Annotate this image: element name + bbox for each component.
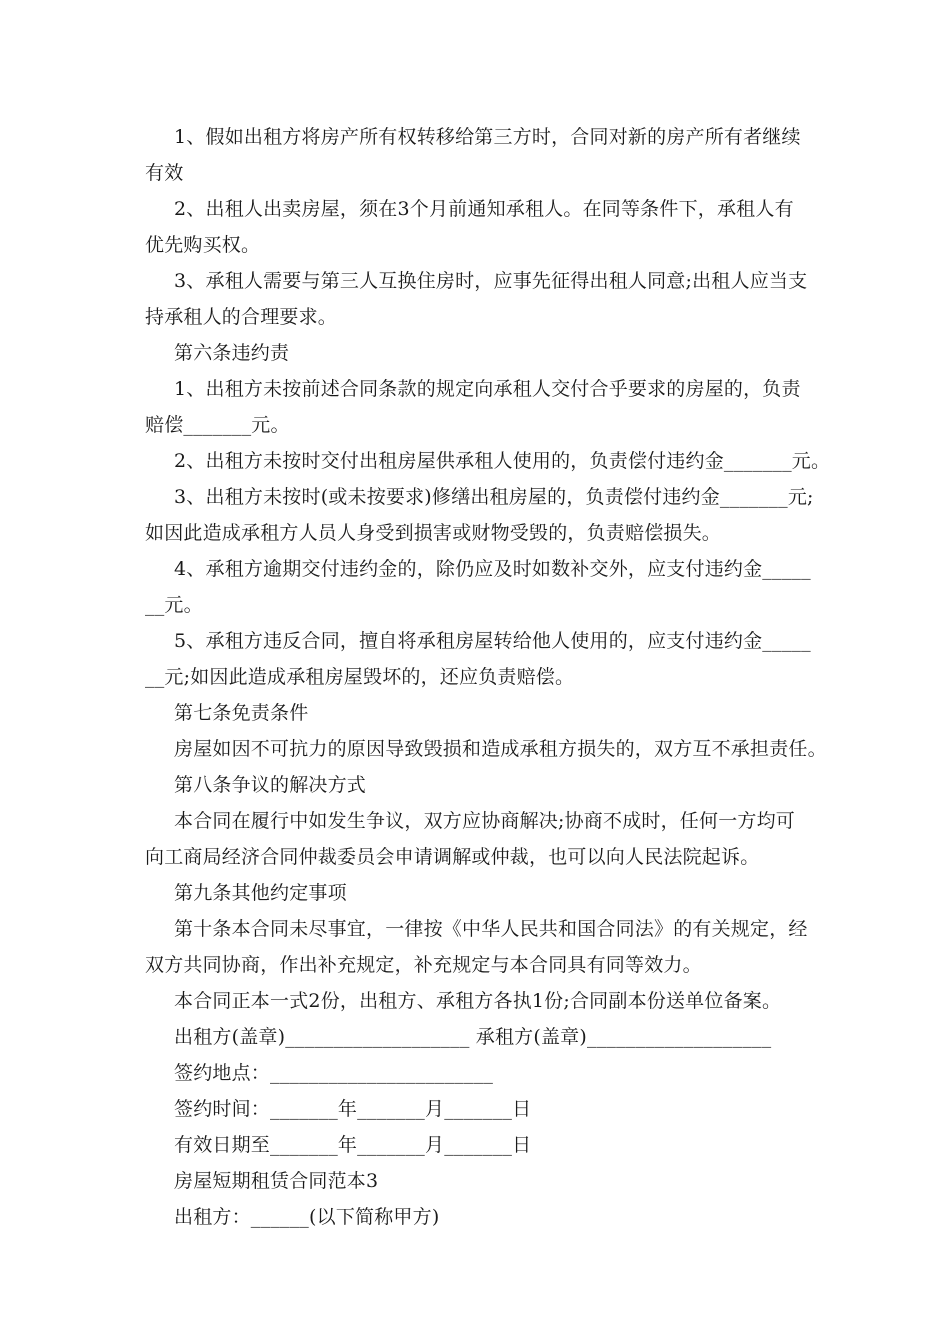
clause-6-item-5-line-1: 5、承租方违反合同，擅自将承租房屋转给他人使用的，应支付违约金_____ (174, 630, 811, 652)
copies-note: 本合同正本一式2份，出租方、承租方各执1份;合同副本份送单位备案。 (174, 990, 782, 1012)
valid-until: 有效日期至_______年_______月_______日 (174, 1134, 532, 1156)
clause-6-heading: 第六条违约责 (174, 342, 290, 364)
clause-7-heading: 第七条免责条件 (174, 702, 309, 724)
clause-6-item-2: 2、出租方未按时交付出租房屋供承租人使用的，负责偿付违约金_______元。 (174, 450, 831, 472)
clause-6-item-4-line-2: __元。 (145, 594, 203, 616)
clause-7-body: 房屋如因不可抗力的原因导致毁损和造成承租方损失的，双方互不承担责任。 (174, 738, 827, 760)
lessor-line: 出租方：______(以下简称甲方) (174, 1206, 440, 1228)
clause-6-item-3-line-2: 如因此造成承租方人员人身受到损害或财物受毁的，负责赔偿损失。 (145, 522, 722, 544)
clause-5-item-1-line-2: 有效 (145, 162, 184, 184)
clause-8-body-line-2: 向工商局经济合同仲裁委员会申请调解或仲裁，也可以向人民法院起诉。 (145, 846, 760, 868)
clause-5-item-3-line-1: 3、承租人需要与第三人互换住房时，应事先征得出租人同意;出租人应当支 (174, 270, 808, 292)
clause-9-heading: 第九条其他约定事项 (174, 882, 347, 904)
clause-6-item-1-line-1: 1、出租方未按前述合同条款的规定向承租人交付合乎要求的房屋的，负责 (174, 378, 801, 400)
signature-parties: 出租方(盖章)___________________ 承租方(盖章)___________________ (174, 1026, 772, 1048)
clause-5-item-3-line-2: 持承租人的合理要求。 (145, 306, 338, 328)
clause-5-item-1-line-1: 1、假如出租方将房产所有权转移给第三方时，合同对新的房产所有者继续 (174, 126, 801, 148)
clause-8-body-line-1: 本合同在履行中如发生争议，双方应协商解决;协商不成时，任何一方均可 (174, 810, 796, 832)
clause-6-item-1-line-2: 赔偿_______元。 (145, 414, 290, 436)
clause-8-heading: 第八条争议的解决方式 (174, 774, 367, 796)
clause-5-item-2-line-1: 2、出租人出卖房屋，须在3个月前通知承租人。在同等条件下，承租人有 (174, 198, 794, 220)
clause-6-item-4-line-1: 4、承租方逾期交付违约金的，除仍应及时如数补交外，应支付违约金_____ (174, 558, 811, 580)
signing-date: 签约时间：_______年_______月_______日 (174, 1098, 532, 1120)
sample-3-title: 房屋短期租赁合同范本3 (174, 1170, 379, 1192)
clause-10-line-1: 第十条本合同未尽事宜，一律按《中华人民共和国合同法》的有关规定，经 (174, 918, 808, 940)
clause-6-item-5-line-2: __元;如因此造成承租房屋毁坏的，还应负责赔偿。 (145, 666, 575, 688)
clause-10-line-2: 双方共同协商，作出补充规定，补充规定与本合同具有同等效力。 (145, 954, 702, 976)
clause-5-item-2-line-2: 优先购买权。 (145, 234, 261, 256)
clause-6-item-3-line-1: 3、出租方未按时(或未按要求)修缮出租房屋的，负责偿付违约金_______元; (174, 486, 814, 508)
signing-place: 签约地点：_______________________ (174, 1062, 494, 1084)
